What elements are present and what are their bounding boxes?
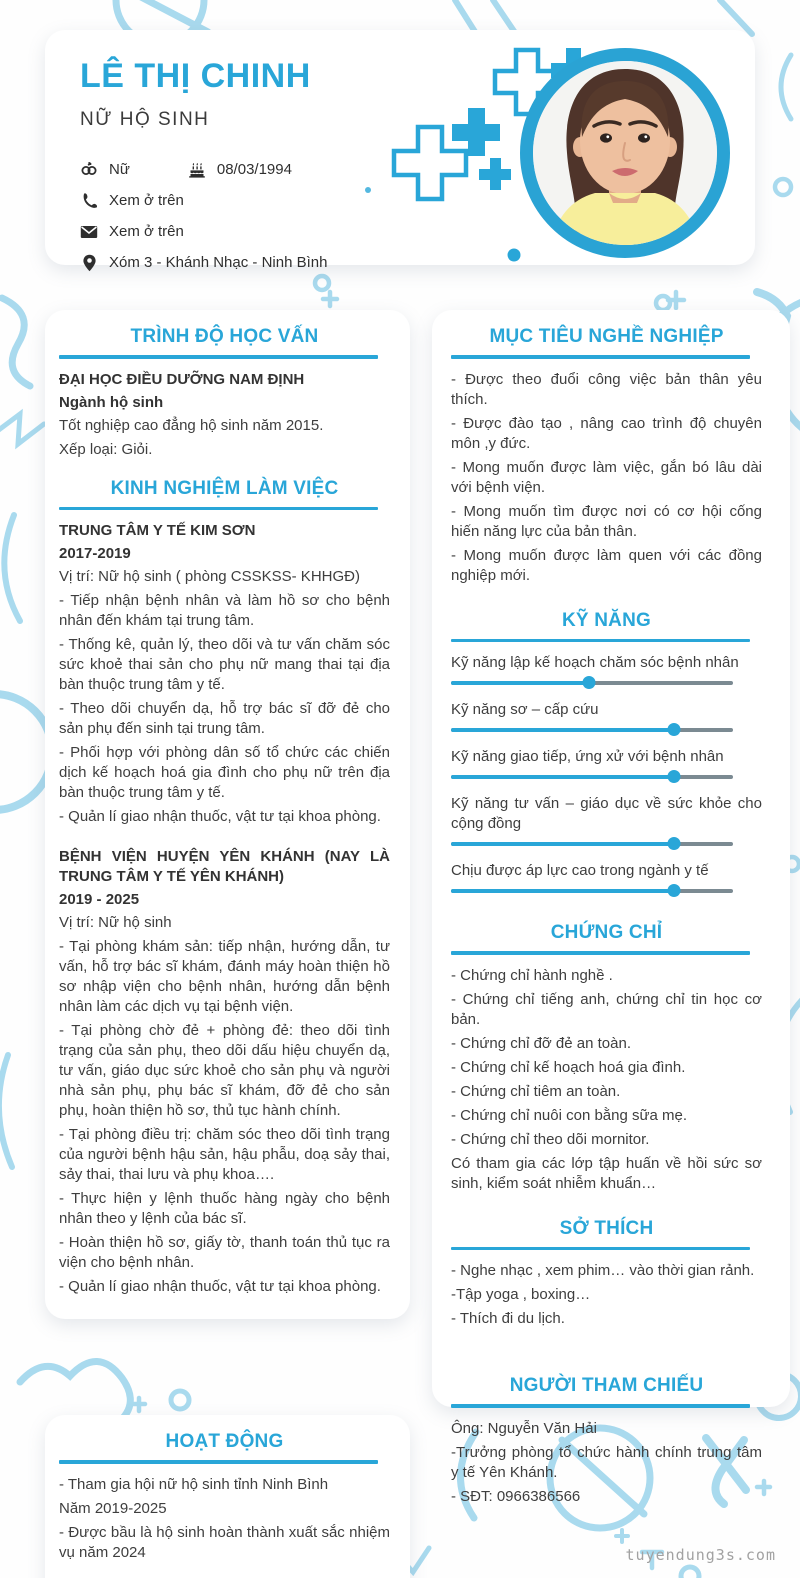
skill-slider[interactable] [451, 884, 733, 898]
reference-line: - SĐT: 0966386566 [451, 1487, 581, 1505]
bullet-line: Năm 2019-2025 [59, 1499, 167, 1517]
skill-slider[interactable] [451, 770, 733, 784]
skill-label: Chịu được áp lực cao trong ngành y tế [451, 862, 709, 879]
slider-knob[interactable] [667, 770, 680, 783]
heading-underline [451, 639, 750, 643]
skill-label: Kỹ năng giao tiếp, ứng xử với bệnh nhân [451, 748, 724, 765]
job-period: 2017-2019 [59, 545, 131, 562]
skill-slider[interactable] [451, 676, 733, 690]
bullet-line: - Chứng chỉ đỡ đẻ an toàn. [451, 1034, 631, 1052]
job-bullets [59, 591, 390, 827]
job-period: 2019 - 2025 [59, 891, 140, 908]
bullet-line: - Mong muốn được làm việc, gắn bó lâu dài với bệnh viện. [451, 458, 762, 496]
left-column-card [45, 310, 410, 1319]
heading-underline [451, 355, 750, 359]
education-line: Tốt nghiệp cao đẳng hộ sinh năm 2015. [59, 416, 324, 434]
certificate-bullets [451, 966, 762, 1194]
section-heading-activities: HOẠT ĐỘNG [165, 1431, 284, 1452]
gender-value: Nữ [109, 161, 130, 179]
education-lines [59, 416, 390, 460]
section-heading-reference: NGƯỜI THAM CHIẾU [509, 1375, 704, 1396]
bullet-line: - Thống kê, quản lý, theo dõi và tư vấn chăm sóc sức khoẻ thai sản cho phụ nữ mang thai tại địa bàn thuộc trung tâm y tế. [59, 636, 390, 693]
job-title: NỮ HỘ SINH [80, 109, 210, 131]
bullet-line: - Được theo đuổi công việc bản thân yêu thích. [451, 370, 762, 408]
slider-knob[interactable] [667, 837, 680, 850]
reference-line: Ông: Nguyễn Văn Hải [451, 1419, 597, 1437]
bullet-line: - Chứng chỉ tiêm an toàn. [451, 1082, 621, 1100]
slider-knob[interactable] [583, 676, 596, 689]
section-heading-certificates: CHỨNG CHỈ [550, 922, 663, 943]
bullet-line: - Tại phòng chờ đẻ + phòng đẻ: theo dõi tình trạng của sản phụ, theo dõi dấu hiệu chuyển dạ, tư vấn, giáo dục sức khoẻ cho sản phụ và người nhà sản phụ, phụ bác sĩ khám, đỡ đẻ cho sản phụ, hoàn thiện hồ sơ, thủ tục hành chính. [59, 1022, 390, 1119]
phone-value: Xem ở trên [109, 192, 184, 210]
heading-underline [59, 355, 378, 359]
bullet-line: Có tham gia các lớp tập huấn về hồi sức sơ sinh, kiểm soát nhiễm khuẩn… [451, 1154, 762, 1192]
bullet-line: - Mong muốn tìm được nơi có cơ hội cống hiến năng lực của bản thân. [451, 502, 762, 540]
skill-item [451, 747, 762, 784]
email-value: Xem ở trên [109, 223, 184, 241]
bullet-line: - Theo dõi chuyển dạ, hỗ trợ bác sĩ đỡ đẻ cho sản phụ đến sinh tại trung tâm. [59, 700, 390, 737]
reference-lines [451, 1419, 762, 1507]
bullet-line: - Tiếp nhận bệnh nhân và làm hồ sơ cho bệnh nhân đến khám tại trung tâm. [59, 592, 390, 629]
bullet-line: - Phối hợp với phòng dân số tổ chức các chiến dịch kế hoạch hoá gia đình cho phụ nữ trên địa bàn thuộc trung tâm y tế. [59, 744, 390, 801]
skill-slider[interactable] [451, 723, 733, 737]
heading-underline [451, 1404, 750, 1408]
address-value: Xóm 3 - Khánh Nhạc - Ninh Bình [109, 254, 328, 272]
skill-item [451, 700, 762, 737]
bullet-line: - Chứng chỉ kế hoạch hoá gia đình. [451, 1058, 686, 1076]
bullet-line: - Chứng chỉ tiếng anh, chứng chỉ tin học cơ bản. [451, 990, 762, 1028]
education-line: Xếp loại: Giỏi. [59, 440, 153, 458]
profile-photo [520, 48, 730, 258]
slider-fill [451, 728, 674, 732]
objective-bullets [451, 370, 762, 586]
section-heading-skills: KỸ NĂNG [561, 609, 651, 631]
slider-knob[interactable] [667, 723, 680, 736]
bullet-line: - Tại phòng khám sản: tiếp nhận, hướng dẫn, tư vấn, hỗ trợ bác sĩ khám, đánh máy hoàn thiện hồ sơ nhập viện cho bệnh nhân, hướng dẫn bệnh nhân làm các dịch vụ tại bệnh viện. [59, 938, 390, 1015]
job-entry [59, 847, 390, 1297]
activity-bullets [59, 1475, 390, 1563]
bullet-line: - Nghe nhạc , xem phim… vào thời gian rảnh. [451, 1262, 755, 1279]
bullet-line: - Thích đi du lịch. [451, 1310, 565, 1327]
job-role: Vị trí: Nữ hộ sinh [59, 914, 172, 931]
dob-value: 08/03/1994 [216, 161, 292, 179]
gender-icon [80, 161, 98, 179]
bullet-line: - Hoàn thiện hồ sơ, giấy tờ, thanh toán thủ tục ra viện cho bệnh nhân. [59, 1234, 390, 1271]
slider-fill [451, 889, 674, 893]
skill-label: Kỹ năng tư vấn – giáo dục về sức khỏe cho cộng đồng [451, 795, 762, 832]
bullet-line: - Được đào tạo , nâng cao trình độ chuyên môn ,y đức. [451, 414, 762, 452]
section-heading-experience: KINH NGHIỆM LÀM VIỆC [110, 477, 339, 499]
heading-underline [59, 507, 378, 511]
job-bullets [59, 937, 390, 1297]
skill-label: Kỹ năng sơ – cấp cứu [451, 701, 599, 718]
bullet-line: - Tại phòng điều trị: chăm sóc theo dõi tình trạng của người bệnh hậu sản, hậu phẫu, doạ sảy thai, sảy thai, thai lưu và phụ khoa…. [59, 1126, 390, 1183]
slider-knob[interactable] [667, 884, 680, 897]
header-card [45, 30, 755, 272]
bullet-line: - Thực hiện y lệnh thuốc hàng ngày cho bệnh nhân theo y lệnh của bác sĩ. [59, 1190, 390, 1227]
bullet-line: - Tham gia hội nữ hộ sinh tỉnh Ninh Bình [59, 1475, 329, 1493]
bullet-line: - Được bầu là hộ sinh hoàn thành xuất sắc nhiệm vụ năm 2024 [59, 1523, 390, 1561]
bullet-line: -Tập yoga , boxing… [451, 1286, 591, 1303]
reference-line: -Trưởng phòng tổ chức hành chính trung tâm y tế Yên Khánh. [451, 1443, 762, 1481]
birthday-cake-icon [188, 161, 206, 179]
skills-list [451, 653, 762, 898]
heading-underline [451, 951, 750, 955]
skill-label: Kỹ năng lập kế hoạch chăm sóc bệnh nhân [451, 654, 739, 671]
skill-item [451, 794, 762, 851]
section-heading-objective: MỤC TIÊU NGHỀ NGHIỆP [489, 326, 724, 347]
job-role: Vị trí: Nữ hộ sinh ( phòng CSSKSS- KHHGĐ) [59, 568, 360, 585]
location-pin-icon [80, 254, 98, 272]
envelope-icon [80, 223, 98, 241]
phone-icon [80, 192, 98, 210]
skill-slider[interactable] [451, 837, 733, 851]
job-org: BỆNH VIỆN HUYỆN YÊN KHÁNH (NAY LÀ TRUNG TÂM Y TẾ YÊN KHÁNH) [59, 848, 390, 885]
section-heading-hobbies: SỞ THÍCH [559, 1217, 654, 1239]
slider-fill [451, 681, 589, 685]
right-column-card [432, 310, 790, 1505]
job-entry [59, 521, 390, 827]
heading-underline [59, 1460, 378, 1464]
bullet-line: - Chứng chỉ nuôi con bằng sữa mẹ. [451, 1106, 688, 1124]
activity-card [45, 1415, 410, 1578]
skill-item [451, 653, 762, 690]
bullet-line: - Quản lí giao nhận thuốc, vật tư tại khoa phòng. [59, 808, 381, 825]
education-major: Ngành hộ sinh [59, 393, 164, 411]
bullet-line: - Quản lí giao nhận thuốc, vật tư tại khoa phòng. [59, 1278, 381, 1295]
heading-underline [451, 1247, 750, 1251]
bullet-line: - Chứng chỉ hành nghề . [451, 966, 613, 984]
skill-item [451, 861, 762, 898]
bullet-line: - Chứng chỉ theo dõi mornitor. [451, 1130, 650, 1148]
watermark: tuyendung3s.com [625, 1546, 776, 1564]
education-school: ĐẠI HỌC ĐIỀU DƯỠNG NAM ĐỊNH [59, 370, 305, 388]
slider-fill [451, 842, 674, 846]
bullet-line: - Mong muốn được làm quen với các đồng nghiệp mới. [451, 546, 762, 584]
candidate-name: LÊ THỊ CHINH [80, 57, 311, 95]
slider-fill [451, 775, 674, 779]
hobby-bullets [451, 1261, 762, 1329]
job-org: TRUNG TÂM Y TẾ KIM SƠN [59, 522, 256, 539]
section-heading-education: TRÌNH ĐỘ HỌC VẤN [130, 326, 319, 347]
